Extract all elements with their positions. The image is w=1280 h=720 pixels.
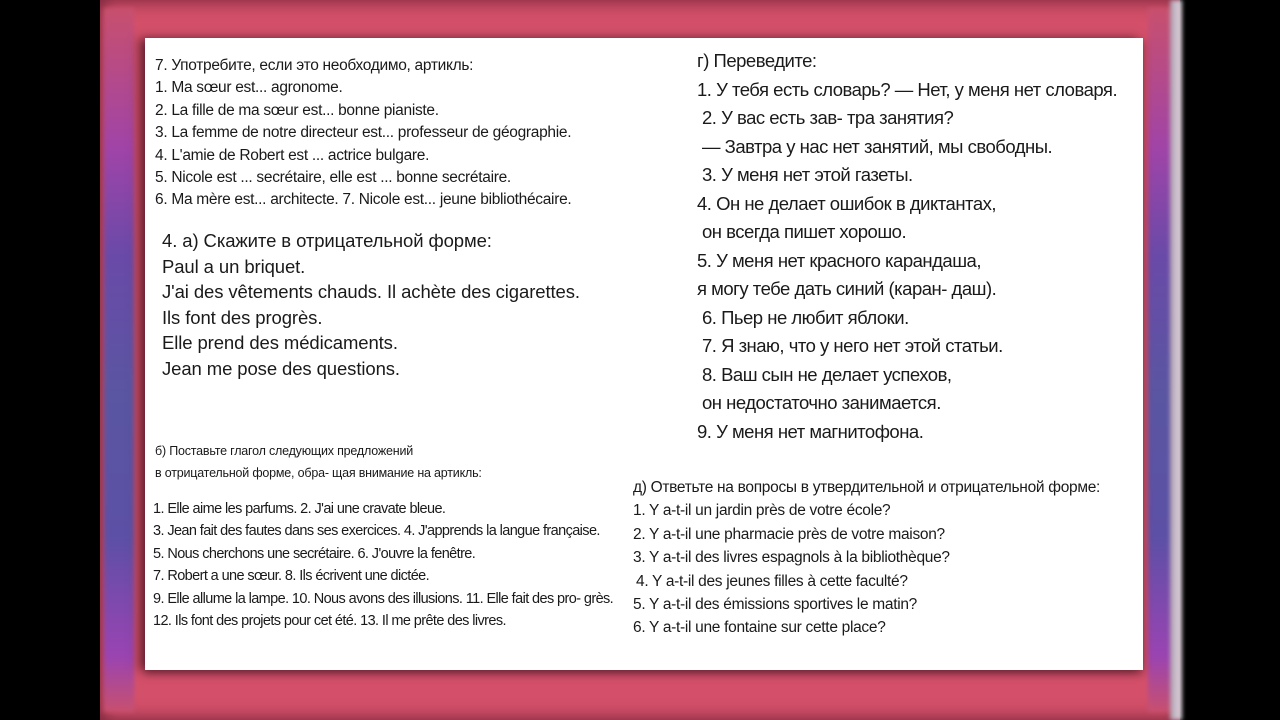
exercise-4b-item: 12. Ils font des projets pour cet été. 13. Il me prête des livres. — [153, 613, 506, 630]
exercise-4b-item: 9. Elle allume la lampe. 10. Nous avons des illusions. 11. Elle fait des pro- grès. — [153, 590, 614, 607]
worksheet-page — [145, 38, 1143, 670]
exercise-d-item: 3. Y a-t-il des livres espagnols à la bibliothèque? — [633, 549, 950, 567]
exercise-7-item: 4. L'amie de Robert est ... actrice bulgare. — [155, 146, 430, 164]
exercise-g-line: 6. Пьер не любит яблоки. — [702, 306, 909, 328]
exercise-4b-item: 5. Nous cherchons une secrétaire. 6. J'ouvre la fenêtre. — [153, 545, 476, 562]
exercise-g-line: он недостаточно занимается. — [702, 392, 941, 413]
exercise-d-questions — [633, 476, 1100, 640]
exercise-4b-title-line: б) Поставьте глагол следующих предложений — [155, 444, 414, 458]
exercise-g-line: 7. Я знаю, что у него нет этой статьи. — [702, 335, 1003, 356]
exercise-4a-item: Ils font des progrès. — [162, 306, 323, 328]
exercise-g-line: 4. Он не делает ошибок в диктантах, — [697, 192, 996, 214]
exercise-g-line: 5. У меня нет красного карандаша, — [697, 249, 981, 271]
exercise-4b-title — [155, 440, 482, 484]
exercise-d-item: 6. Y a-t-il une fontaine sur cette place? — [633, 619, 886, 637]
exercise-4a — [162, 228, 580, 381]
exercise-g-line: 1. У тебя есть словарь? — Нет, у меня нет словаря. — [697, 78, 1118, 100]
exercise-d-item: 2. Y a-t-il une pharmacie près de votre maison? — [633, 525, 945, 543]
exercise-7-item: 3. La femme de notre directeur est... professeur de géographie. — [155, 124, 572, 142]
exercise-7-item: 6. Ma mère est... architecte. 7. Nicole est... jeune bibliothécaire. — [155, 191, 572, 209]
exercise-g-line: 8. Ваш сын не делает успехов, — [702, 363, 952, 385]
exercise-4a-item: J'ai des vêtements chauds. Il achète des cigarettes. — [162, 281, 580, 302]
exercise-4a-item: Jean me pose des questions. — [162, 357, 400, 379]
exercise-d-title: д) Ответьте на вопросы в утвердительной и отрицательной форме: — [633, 479, 1101, 496]
frame-left-edge — [104, 8, 134, 712]
exercise-4b-item: 3. Jean fait des fautes dans ses exercices. 4. J'apprends la langue française. — [153, 523, 600, 540]
exercise-4b-title-line: в отрицательной форме, обра- щая внимание на артикль: — [155, 466, 482, 480]
exercise-g-line: я могу тебе дать синий (каран- даш). — [697, 278, 997, 299]
exercise-g-line: он всегда пишет хорошо. — [702, 221, 907, 242]
exercise-7 — [155, 55, 571, 212]
exercise-7-title: 7. Употребите, если это необходимо, артикль: — [155, 57, 474, 74]
exercise-d-item: 1. Y a-t-il un jardin près de votre école? — [633, 502, 891, 520]
exercise-4b-list — [153, 498, 613, 632]
exercise-g-line: 3. У меня нет этой газеты. — [702, 164, 913, 185]
exercise-4a-title: 4. а) Скажите в отрицательной форме: — [162, 230, 492, 251]
exercise-4a-item: Elle prend des médicaments. — [162, 332, 398, 353]
exercise-g-line: 9. У меня нет магнитофона. — [697, 420, 924, 442]
exercise-4b-item: 7. Robert a une sœur. 8. Ils écrivent une dictée. — [153, 568, 430, 585]
exercise-g-translate — [697, 47, 1117, 446]
exercise-4a-item: Paul a un briquet. — [162, 255, 306, 277]
exercise-4b-item: 1. Elle aime les parfums. 2. J'ai une cravate bleue. — [153, 501, 446, 517]
exercise-g-line: 2. У вас есть зав- тра занятия? — [702, 107, 954, 128]
exercise-7-item: 2. La fille de ma sœur est... bonne pianiste. — [155, 101, 439, 119]
exercise-g-line: — Завтра у нас нет занятий, мы свободны. — [702, 135, 1053, 157]
exercise-d-item: 5. Y a-t-il des émissions sportives le matin? — [633, 596, 917, 614]
frame-outer-highlight — [1170, 0, 1182, 720]
exercise-7-item: 5. Nicole est ... secrétaire, elle est ... bonne secrétaire. — [155, 169, 511, 187]
exercise-g-title: г) Переведите: — [697, 50, 817, 71]
exercise-d-item: 4. Y a-t-il des jeunes filles à cette faculté? — [636, 572, 908, 590]
exercise-7-item: 1. Ma sœur est... agronome. — [155, 79, 343, 97]
